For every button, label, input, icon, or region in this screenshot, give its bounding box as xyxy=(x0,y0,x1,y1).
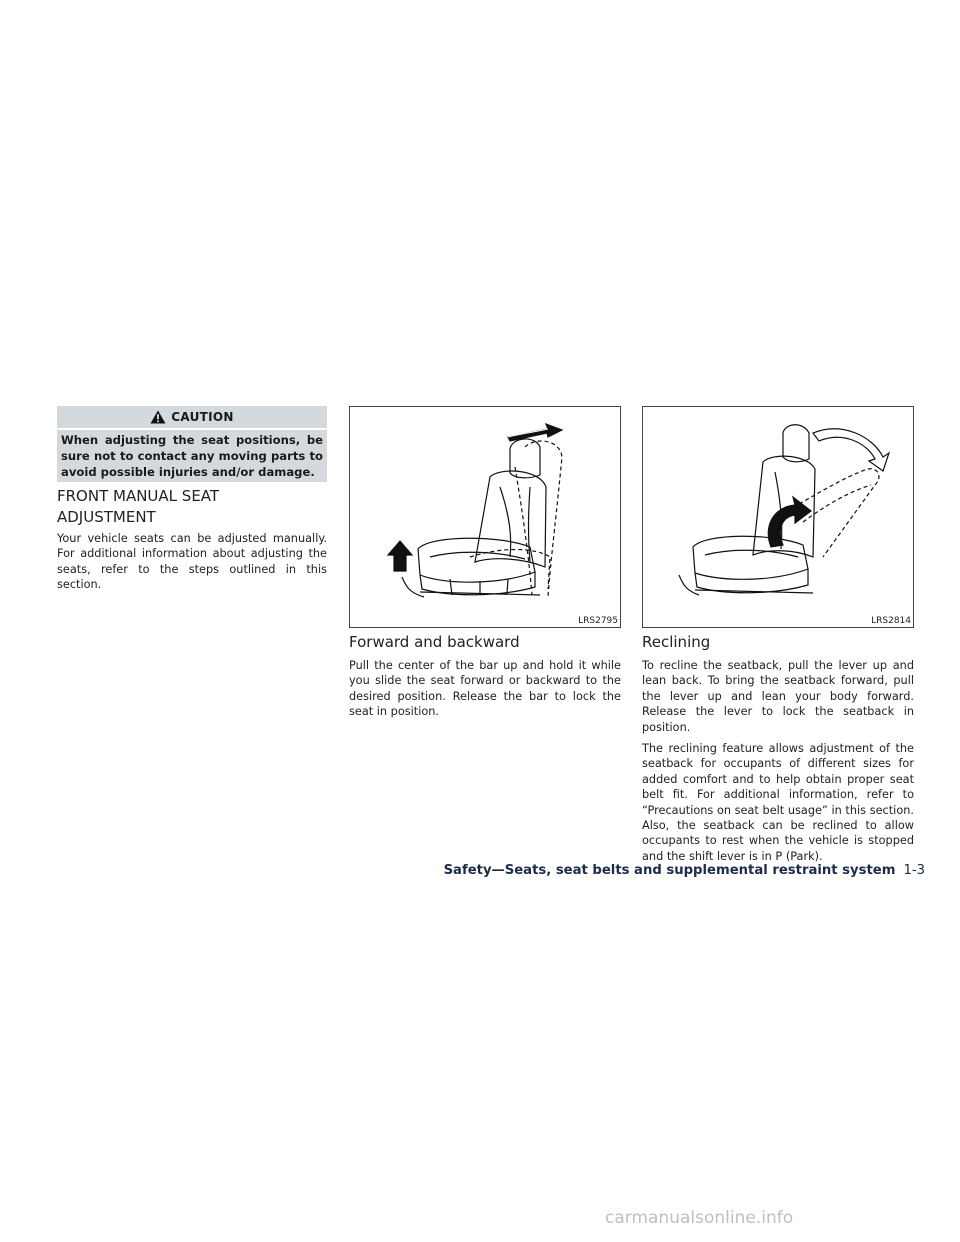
figure-reclining xyxy=(642,406,914,628)
warning-icon xyxy=(150,410,166,424)
reclining-title: Reclining xyxy=(642,633,711,651)
section-title-line1: FRONT MANUAL SEAT xyxy=(57,487,220,505)
figure-code: LRS2814 xyxy=(871,616,911,626)
page-footer xyxy=(444,863,925,878)
figure-forward-backward xyxy=(349,406,621,628)
figure-code: LRS2795 xyxy=(578,616,618,626)
page-number: 1-3 xyxy=(903,863,925,878)
seat-recline-illustration xyxy=(643,407,913,615)
section-intro: Your vehicle seats can be adjusted manually. For additional information about adjusting the seats, refer to the steps outlined in this section. xyxy=(57,532,327,592)
reclining-text-1: To recline the seatback, pull the lever up and lean back. To bring the seatback forward, pull the lever up and lean your body forward. Release the lever to lock the seatback in position. xyxy=(642,659,914,734)
chapter-title: Safety—Seats, seat belts and supplemental restraint system xyxy=(443,863,896,878)
caution-title: CAUTION xyxy=(171,410,234,424)
section-title xyxy=(57,486,327,528)
caution-text: When adjusting the seat positions, be sure not to contact any moving parts to avoid possible injuries and/or damage. xyxy=(57,430,327,482)
caution-header xyxy=(57,406,327,428)
reclining-text-2: The reclining feature allows adjustment of the seatback for occupants of different sizes for added comfort and to help obtain proper seat belt fit. For additional information, refer to “Precautions on seat belt usage” in this section. Also, the seatback can be reclined to allow occupants to rest when the vehicle is stopped and the shift lever is in P (Park). xyxy=(642,742,914,863)
forward-backward-text: Pull the center of the bar up and hold it while you slide the seat forward or backward to the desired position. Release the bar to lock the seat in position. xyxy=(349,659,621,719)
forward-backward-title: Forward and backward xyxy=(349,633,520,651)
section-title-line2: ADJUSTMENT xyxy=(57,508,156,526)
seat-slide-illustration xyxy=(350,407,620,615)
watermark: carmanualsonline.info xyxy=(605,1208,794,1228)
